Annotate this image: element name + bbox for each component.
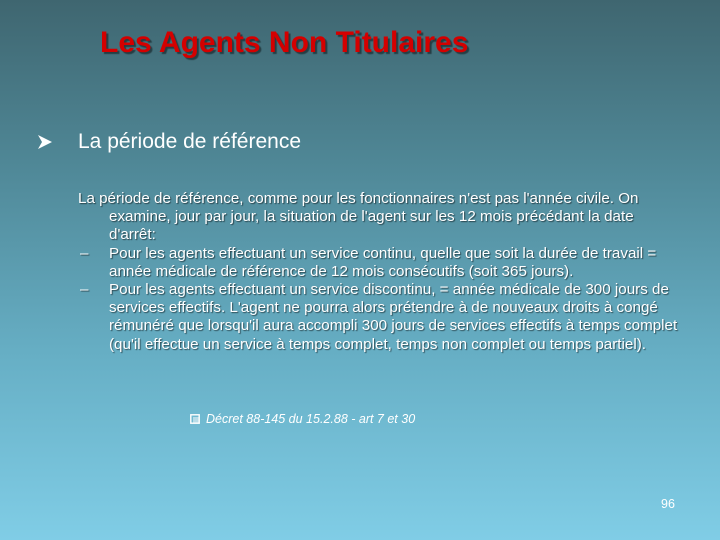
- dash-marker: –: [80, 244, 89, 262]
- dash-marker: –: [80, 281, 89, 299]
- list-item-text: Pour les agents effectuant un service discontinu, = année médicale de 300 jours de services effectifs. L'agent ne pourra alors prétendre à de nouveaux droits à congé rémunéré que lorsqu'il aura accompli 300 jours de services effectifs à temps complet (qu'il effectue un service à temps complet, temps non complet ou temps partiel).: [109, 281, 678, 353]
- list-item: [78, 245, 678, 281]
- square-bullet-icon: [190, 414, 200, 424]
- section-heading: La période de référence: [78, 130, 301, 153]
- list-item-text: Pour les agents effectuant un service continu, quelle que soit la durée de travail = année médicale de référence de 12 mois consécutifs (soit 365 jours).: [109, 244, 657, 280]
- section-bullet: [36, 130, 301, 154]
- intro-paragraph: La période de référence, comme pour les fonctionnaires n'est pas l'année civile. On examine, jour par jour, la situation de l'agent sur les 12 mois précédant la date d'arrêt:: [78, 190, 639, 244]
- body-text: [78, 190, 678, 354]
- arrow-right-icon: [36, 133, 54, 151]
- reference-text: Décret 88-145 du 15.2.88 - art 7 et 30: [206, 412, 416, 426]
- slide-title: Les Agents Non Titulaires: [100, 26, 469, 59]
- reference-note: [190, 412, 415, 426]
- page-number: 96: [661, 497, 675, 511]
- list-item: [78, 281, 678, 354]
